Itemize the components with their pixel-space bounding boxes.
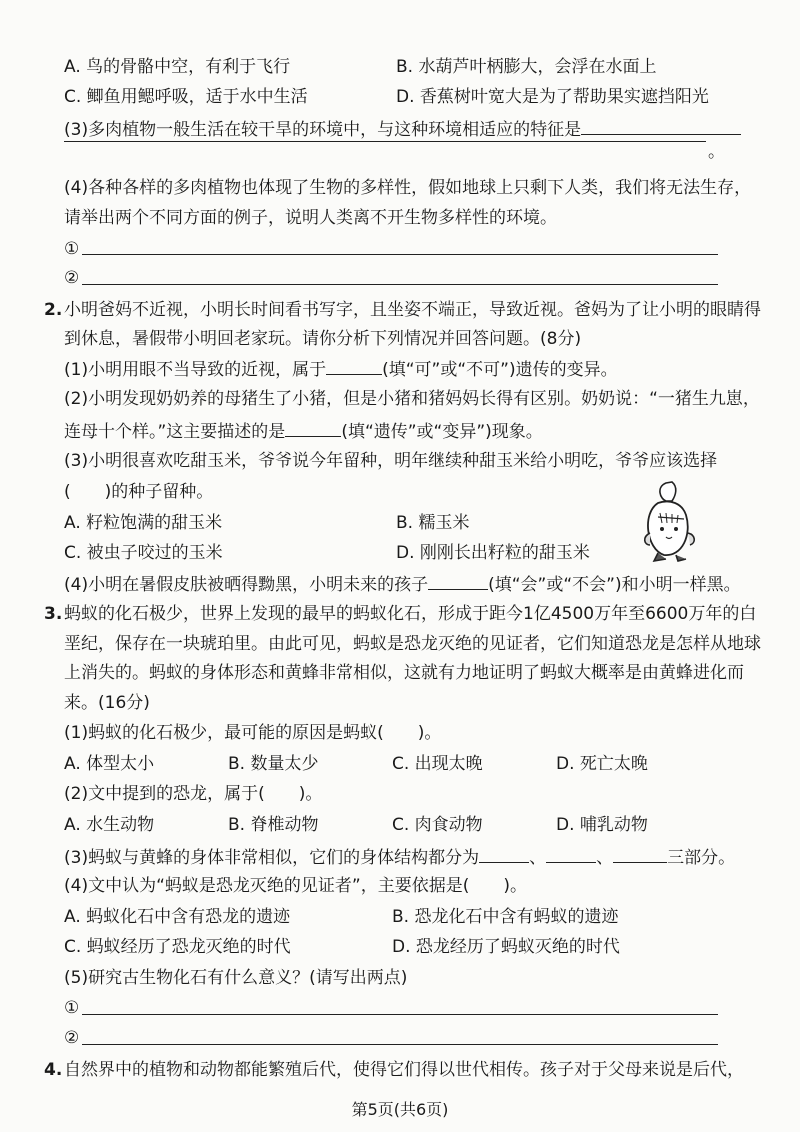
q2-sub2-line2: 连母十个样。”这主要描述的是 (填“遗传”或“变异”)现象。 <box>64 418 543 444</box>
q1-answer-line-2[interactable] <box>82 284 718 285</box>
q3-sub4: (4)文中认为“蚂蚁是恐龙灭绝的见证者”，主要依据是( )。 <box>64 876 527 896</box>
q3-sub2-option-b: B. 脊椎动物 <box>228 815 319 835</box>
q1-option-b: B. 水葫芦叶柄膨大，会浮在水面上 <box>396 57 657 77</box>
q3-stem-line2: 垩纪，保存在一块琥珀里。由此可见，蚂蚁是恐龙灭绝的见证者，它们知道恐龙是怎样从地球 <box>64 634 761 654</box>
q1-sub3-answer-line[interactable] <box>64 141 706 142</box>
q3-sub1-option-b: B. 数量太少 <box>228 754 319 774</box>
q3-sub3: (3)蚂蚁与黄蜂的身体非常相似，它们的身体结构都分为 、 、 三部分。 <box>64 844 735 870</box>
q2-sub4: (4)小明在暑假皮肤被晒得黝黑，小明未来的孩子 (填“会”或“不会”)和小明一样黑。 <box>64 571 741 597</box>
q3-sub4-option-b: B. 恐龙化石中含有蚂蚁的遗迹 <box>392 907 619 927</box>
q2-option-d: D. 刚刚长出籽粒的甜玉米 <box>396 543 590 563</box>
q2-sub3-line2: ( )的种子留种。 <box>64 482 214 502</box>
q3-number: 3. <box>44 604 63 624</box>
q3-sub4-option-d: D. 恐龙经历了蚂蚁灭绝的时代 <box>392 937 620 957</box>
q3-answer-line-2[interactable] <box>82 1044 718 1045</box>
q1-sub4-line1: (4)各种各样的多肉植物也体现了生物的多样性，假如地球上只剩下人类，我们将无法生存， <box>64 178 752 198</box>
q1-option-c: C. 鲫鱼用鳃呼吸，适于水中生活 <box>64 87 308 107</box>
q3-sub3-blank-1[interactable] <box>479 844 529 863</box>
q3-sub2-option-d: D. 哺乳动物 <box>556 815 648 835</box>
q2-stem-line2: 到休息，暑假带小明回老家玩。请你分析下列情况并回答问题。(8分) <box>64 329 582 349</box>
q1-sub4-line2: 请举出两个不同方面的例子，说明人类离不开生物多样性的环境。 <box>64 208 557 228</box>
q1-sub3-blank[interactable] <box>581 116 741 135</box>
q2-sub2-line1: (2)小明发现奶奶养的母猪生了小猪，但是小猪和猪妈妈长得有区别。奶奶说：“一猪生九崽， <box>64 389 760 409</box>
q1-answer-mark-2: ② <box>64 268 80 288</box>
q3-sub4-option-c: C. 蚂蚁经历了恐龙灭绝的时代 <box>64 937 291 957</box>
q1-answer-line-1[interactable] <box>82 254 718 255</box>
q3-answer-mark-1: ① <box>64 998 80 1018</box>
q3-sub1-option-d: D. 死亡太晚 <box>556 754 648 774</box>
q2-sub1-blank[interactable] <box>326 356 382 375</box>
q3-sub3-blank-2[interactable] <box>546 844 596 863</box>
q2-sub3-line1: (3)小明很喜欢吃甜玉米，爷爷说今年留种，明年继续种甜玉米给小明吃，爷爷应该选择 <box>64 451 718 471</box>
q2-number: 2. <box>44 300 63 320</box>
q2-stem-line1: 小明爸妈不近视，小明长时间看书写字，且坐姿不端正，导致近视。爸妈为了让小明的眼睛得 <box>64 300 761 320</box>
q3-sub4-option-a: A. 蚂蚁化石中含有恐龙的遗迹 <box>64 907 291 927</box>
q3-sub1-option-c: C. 出现太晚 <box>392 754 483 774</box>
q3-sub2: (2)文中提到的恐龙，属于( )。 <box>64 784 323 804</box>
q3-sub1: (1)蚂蚁的化石极少，最可能的原因是蚂蚁( )。 <box>64 723 442 743</box>
q3-answer-line-1[interactable] <box>82 1014 718 1015</box>
q1-sub3-prompt: (3)多肉植物一般生活在较干旱的环境中，与这种环境相适应的特征是 <box>64 116 741 142</box>
q2-sub4-blank[interactable] <box>428 571 488 590</box>
q2-sub2-blank[interactable] <box>285 418 341 437</box>
q1-option-a: A. 鸟的骨骼中空，有利于飞行 <box>64 57 291 77</box>
q1-answer-mark-1: ① <box>64 239 80 259</box>
q4-stem-line1: 自然界中的植物和动物都能繁殖后代，使得它们得以世代相传。孩子对于父母来说是后代， <box>64 1060 744 1080</box>
q2-sub1: (1)小明用眼不当导致的近视，属于 (填“可”或“不可”)遗传的变异。 <box>64 356 618 382</box>
page-footer: 第5页(共6页) <box>351 1100 449 1119</box>
q2-option-b: B. 糯玉米 <box>396 513 470 533</box>
q3-sub5: (5)研究古生物化石有什么意义？(请写出两点) <box>64 968 408 988</box>
q3-stem-line3: 上消失的。蚂蚁的身体形态和黄蜂非常相似，这就有力地证明了蚂蚁大概率是由黄蜂进化而 <box>64 663 744 683</box>
q3-sub2-option-a: A. 水生动物 <box>64 815 155 835</box>
q4-number: 4. <box>44 1060 63 1080</box>
q2-option-a: A. 籽粒饱满的甜玉米 <box>64 513 223 533</box>
q3-sub2-option-c: C. 肉食动物 <box>392 815 483 835</box>
q3-stem-line4: 来。(16分) <box>64 693 150 713</box>
q3-stem-line1: 蚂蚁的化石极少，世界上发现的最早的蚂蚁化石，形成于距今1亿4500万年至6600万年的白 <box>64 604 757 624</box>
corn-mascot-illustration <box>636 479 702 563</box>
q3-answer-mark-2: ② <box>64 1028 80 1048</box>
q1-sub3-end-mark: 。 <box>708 142 725 162</box>
q3-sub3-blank-3[interactable] <box>613 844 667 863</box>
q3-sub1-option-a: A. 体型太小 <box>64 754 155 774</box>
q1-option-d: D. 香蕉树叶宽大是为了帮助果实遮挡阳光 <box>396 87 709 107</box>
q2-option-c: C. 被虫子咬过的玉米 <box>64 543 223 563</box>
